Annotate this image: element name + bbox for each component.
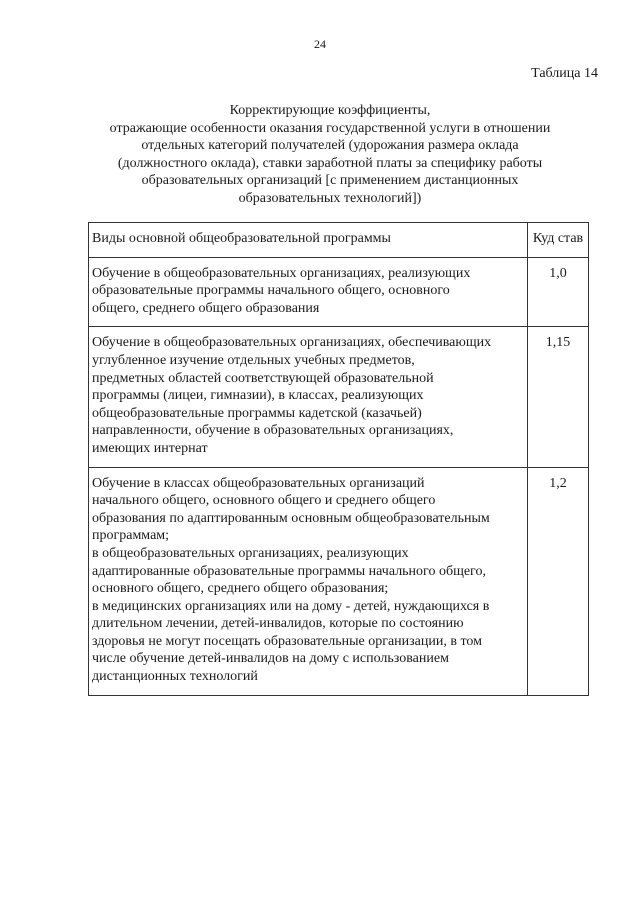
cell-line: числе обучение детей-инвалидов на дому с использованием [92, 651, 449, 667]
cell-line: углубленное изучение отдельных учебных предметов, [92, 352, 415, 368]
program-type-cell [89, 257, 528, 327]
cell-line: начального общего, основного общего и среднего общего [92, 493, 436, 509]
title-line: образовательных технологий]) [238, 190, 422, 206]
title-line: Корректирующие коэффициенты, [229, 103, 431, 118]
cell-line: общеобразовательные программы кадетской (казачьей) [92, 405, 422, 421]
cell-line: общего, среднего общего образования [92, 300, 320, 316]
cell-line: предметных областей соответствующей образовательной [92, 370, 434, 386]
cell-line: программам; [92, 528, 170, 544]
cell-line: дистанционных технологий [92, 669, 258, 685]
cell-line: Обучение в классах общеобразовательных организаций [92, 475, 425, 491]
cell-line: здоровья не могут посещать образовательные организации, в том [92, 633, 483, 649]
cell-line: в общеобразовательных организациях, реализующих [92, 545, 409, 561]
table-row [89, 467, 589, 695]
coefficient-cell: 1,0 [528, 257, 589, 327]
program-type-cell [89, 327, 528, 467]
page-number: 24 [314, 37, 326, 51]
cell-line: длительном лечении, детей-инвалидов, которые по состоянию [92, 616, 464, 632]
title-line: отражающие особенности оказания государственной услуги в отношении [109, 120, 551, 136]
title-line: отдельных категорий получателей (удорожания размера оклада [141, 138, 519, 154]
title-line: образовательных организаций [с применением дистанционных [141, 173, 519, 189]
table-title [70, 102, 590, 208]
cell-line: имеющих интернат [92, 440, 208, 456]
header-program-type: Виды основной общеобразовательной программы [89, 223, 528, 258]
cell-line: основного общего, среднего общего образования; [92, 581, 389, 597]
table-row [89, 257, 589, 327]
cell-line: в медицинских организациях или на дому - детей, нуждающихся в [92, 598, 490, 614]
table-label: Таблица 14 [531, 66, 598, 81]
cell-line: направленности, обучение в образовательных организациях, [92, 423, 454, 439]
cell-line: образования по адаптированным основным общеобразовательным [92, 510, 490, 526]
coefficients-table [88, 222, 589, 696]
cell-line: образовательные программы начального общего, основного [92, 283, 450, 299]
header-coefficient: Куд став [528, 223, 589, 258]
cell-line: адаптированные образовательные программы начального общего, [92, 563, 486, 579]
title-line: (должностного оклада), ставки заработной платы за специфику работы [117, 155, 543, 171]
coefficient-cell: 1,2 [528, 467, 589, 695]
program-type-cell [89, 467, 528, 695]
coefficient-cell: 1,15 [528, 327, 589, 467]
cell-line: Обучение в общеобразовательных организациях, обеспечивающих [92, 335, 492, 351]
table-header-row [89, 223, 589, 258]
table-row [89, 327, 589, 467]
cell-line: Обучение в общеобразовательных организациях, реализующих [92, 265, 471, 281]
cell-line: программы (лицеи, гимназии), в классах, реализующих [92, 388, 424, 404]
